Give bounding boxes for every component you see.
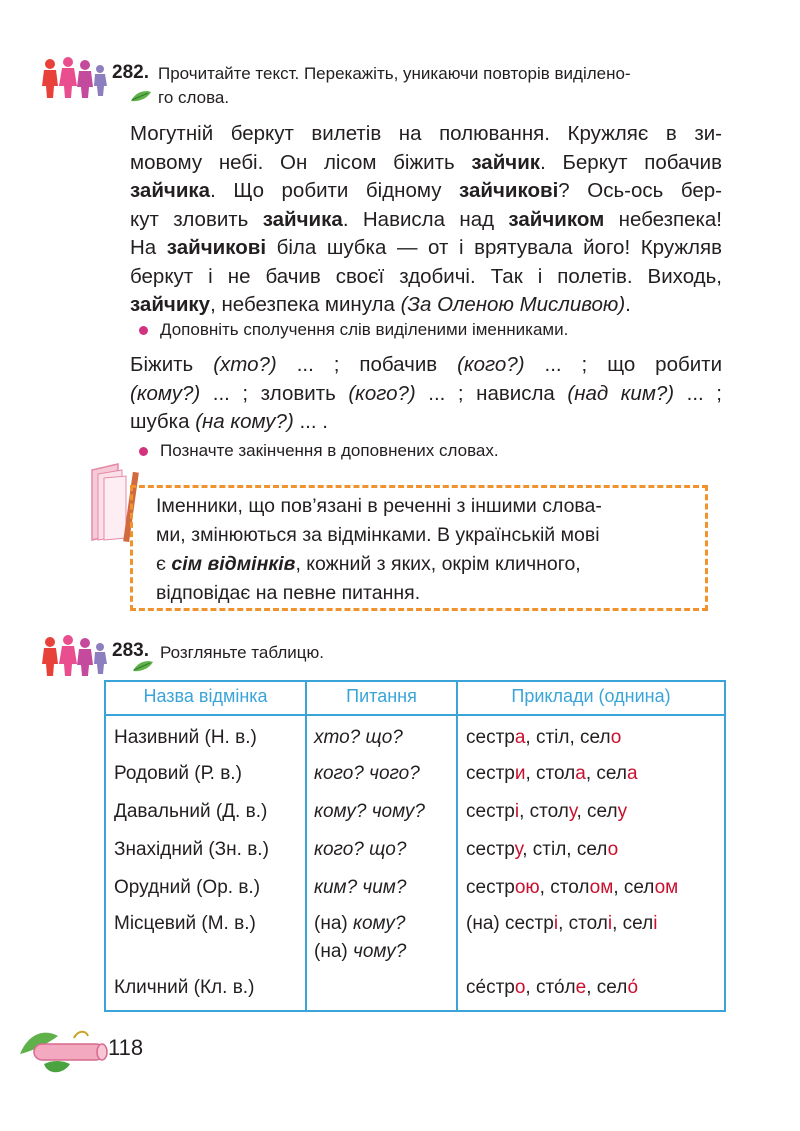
italic-text: хто? що? xyxy=(314,727,403,748)
text-run: На xyxy=(130,236,167,259)
case-name-cell: Родовий (Р. в.) xyxy=(114,763,242,784)
rule-line: Іменники, що пов’язані в реченні з іншими слова- xyxy=(156,495,602,517)
word-ending: а xyxy=(514,727,526,748)
text-run: (на) xyxy=(314,913,353,934)
exercise-task-line1: Прочитайте текст. Перекажіть, уникаючи повторів виділено- xyxy=(158,64,631,83)
word-stem: , сел xyxy=(612,913,654,934)
highlighted-word: зайчику xyxy=(130,293,211,316)
rule-text-part: є xyxy=(156,553,172,575)
text-run: небезпека! xyxy=(604,207,722,231)
italic-text: (кого?) xyxy=(348,381,416,405)
text-line xyxy=(130,408,722,437)
text-run: беркут і не бачив своєї здобичі. Так і полетів. Виходь, xyxy=(130,264,722,288)
word-ending: о́ xyxy=(627,977,639,998)
word-stem: сестр xyxy=(466,727,515,748)
table-divider xyxy=(456,680,458,1012)
italic-text: кого? що? xyxy=(314,839,407,860)
text-run: біла шубка — от і врятувала його! Кружляв xyxy=(266,236,722,259)
question-cell xyxy=(314,838,406,862)
highlighted-word: зайчиком xyxy=(508,207,605,231)
example-cell xyxy=(466,800,627,824)
text-run: мовому небі. Он лісом біжить xyxy=(130,150,472,174)
word-stem: (на) сестр xyxy=(466,913,554,934)
word-ending: і xyxy=(653,913,658,934)
italic-text: (кого?) xyxy=(457,353,525,376)
text-run: кут зловить xyxy=(130,207,263,231)
text-line xyxy=(130,206,722,235)
children-icon xyxy=(40,56,120,100)
word-stem: , стіл, сел xyxy=(522,839,608,860)
text-run: ... ; нависла xyxy=(415,381,568,405)
text-run: , небезпека минула xyxy=(210,293,401,316)
word-ending: ою xyxy=(514,877,540,898)
exercise-number: 283. xyxy=(112,640,149,661)
page-number: 118 xyxy=(108,1035,144,1060)
word-ending: і xyxy=(607,913,613,934)
text-run: . Що робити бідному xyxy=(210,179,460,202)
text-line xyxy=(130,120,722,149)
word-stem: , стол xyxy=(519,801,569,822)
leaf-icon xyxy=(130,90,152,102)
rule-text xyxy=(156,492,696,608)
text-line xyxy=(130,380,722,409)
word-ending: о xyxy=(610,727,622,748)
text-line xyxy=(130,177,722,206)
fill-in-text xyxy=(130,351,722,437)
exercise-task: Розгляньте таблицю. xyxy=(160,643,324,662)
word-ending: у xyxy=(617,801,628,822)
case-name-cell: Кличний (Кл. в.) xyxy=(114,977,255,998)
text-line xyxy=(130,351,722,380)
word-stem: , стол xyxy=(525,763,576,784)
table-header-case: Назва відмінка xyxy=(143,686,268,706)
text-run: ... ; побачив xyxy=(276,353,458,376)
word-stem: , стол xyxy=(558,913,608,934)
question-cell xyxy=(314,940,406,964)
text-run: ... ; xyxy=(674,381,722,405)
text-run: ... ; зловить xyxy=(200,381,349,405)
italic-text: ким? чим? xyxy=(314,877,407,898)
children-icon xyxy=(40,634,120,678)
highlighted-word: зайчик xyxy=(471,150,541,174)
italic-text: кому? чому? xyxy=(314,801,425,822)
table-header-question: Питання xyxy=(346,686,417,706)
task-complete-phrases: Доповніть сполучення слів виділеними іменниками. xyxy=(160,320,569,339)
word-stem: , сел xyxy=(576,801,618,822)
text-run: шубка xyxy=(130,410,196,433)
scroll-icon xyxy=(14,1024,110,1074)
italic-text: (на кому?) xyxy=(195,410,294,433)
bullet-icon xyxy=(139,447,148,456)
text-line xyxy=(130,149,722,178)
text-run: . Нависла над xyxy=(342,207,509,231)
word-stem: сестр xyxy=(466,839,515,860)
word-ending: о xyxy=(514,977,526,998)
word-ending: о xyxy=(607,839,619,860)
example-cell xyxy=(466,976,638,1000)
table-header-examples: Приклади (однина) xyxy=(511,686,671,706)
word-stem: , стіл, сел xyxy=(525,727,611,748)
question-cell xyxy=(314,912,405,936)
text-run: Могутній беркут вилетів на полювання. Кружляє в зи- xyxy=(130,122,722,145)
word-ending: а xyxy=(575,763,586,784)
rule-text-part: , кожний з яких, окрім кличного, xyxy=(295,553,581,575)
case-name-cell: Давальний (Д. в.) xyxy=(114,801,268,822)
word-stem: , стол xyxy=(539,877,590,898)
highlighted-word: зайчика xyxy=(262,207,343,231)
example-cell xyxy=(466,876,678,900)
word-stem: , сел xyxy=(585,763,627,784)
word-stem: сестр xyxy=(466,763,515,784)
word-stem: сестр xyxy=(466,877,515,898)
text-run: ? Ось-ось бер- xyxy=(558,179,722,202)
text-run: ... . xyxy=(293,410,328,433)
question-cell xyxy=(314,800,425,824)
exercise-task-line2: го слова. xyxy=(158,88,230,107)
word-stem: сестр xyxy=(466,801,515,822)
italic-text: (хто?) xyxy=(213,353,277,376)
case-name-cell: Називний (Н. в.) xyxy=(114,727,257,748)
case-name-cell: Орудний (Ор. в.) xyxy=(114,877,261,898)
word-ending: у xyxy=(514,839,523,860)
rule-emphasis: сім відмінків xyxy=(171,553,296,575)
text-line xyxy=(130,263,722,292)
rule-line: ми, змінюються за відмінками. В українській мові xyxy=(156,524,600,546)
word-ending: а xyxy=(626,763,638,784)
highlighted-word: зайчикові xyxy=(459,179,559,202)
word-stem: , сто́л xyxy=(525,977,576,998)
word-ending: у xyxy=(568,801,577,822)
reading-text xyxy=(130,120,722,320)
italic-text: (над ким?) xyxy=(567,381,675,405)
text-line xyxy=(130,234,722,263)
text-run: . Беркут побачив xyxy=(540,150,722,174)
italic-text: (кому?) xyxy=(130,381,201,405)
italic-text: кого? чого? xyxy=(314,763,420,784)
highlighted-word: зайчика xyxy=(130,179,211,202)
example-cell xyxy=(466,912,657,936)
italic-text: кому? xyxy=(353,913,406,934)
example-cell xyxy=(466,726,621,750)
example-cell xyxy=(466,838,618,862)
word-ending: е xyxy=(575,977,587,998)
table-header-divider xyxy=(104,714,726,716)
word-ending: ом xyxy=(589,877,614,898)
italic-text: (За Оленою Мисливою) xyxy=(400,293,626,316)
highlighted-word: зайчикові xyxy=(166,236,267,259)
bullet-icon xyxy=(139,326,148,335)
case-name-cell: Знахідний (Зн. в.) xyxy=(114,839,269,860)
task-mark-endings: Позначте закінчення в доповнених словах. xyxy=(160,441,499,460)
question-cell xyxy=(314,726,403,750)
word-ending: і xyxy=(514,801,520,822)
rule-line: відповідає на певне питання. xyxy=(156,582,421,604)
leaf-icon xyxy=(132,660,154,672)
word-ending: і xyxy=(553,913,559,934)
table-divider xyxy=(305,680,307,1012)
text-line xyxy=(130,291,722,320)
text-run: . xyxy=(625,293,631,316)
text-run: (на) xyxy=(314,941,353,962)
question-cell xyxy=(314,762,420,786)
italic-text: чому? xyxy=(353,941,407,962)
word-stem: , сел xyxy=(586,977,628,998)
case-name-cell: Місцевий (М. в.) xyxy=(114,913,256,934)
example-cell xyxy=(466,762,638,786)
word-ending: и xyxy=(514,763,526,784)
rule-line xyxy=(156,550,696,579)
text-run: Біжить xyxy=(130,353,214,376)
exercise-number: 282. xyxy=(112,62,149,83)
question-cell xyxy=(314,876,406,900)
word-stem: , сел xyxy=(613,877,655,898)
word-ending: ом xyxy=(654,877,679,898)
word-stem: се́стр xyxy=(466,977,515,998)
text-run: ... ; що робити xyxy=(524,353,723,376)
